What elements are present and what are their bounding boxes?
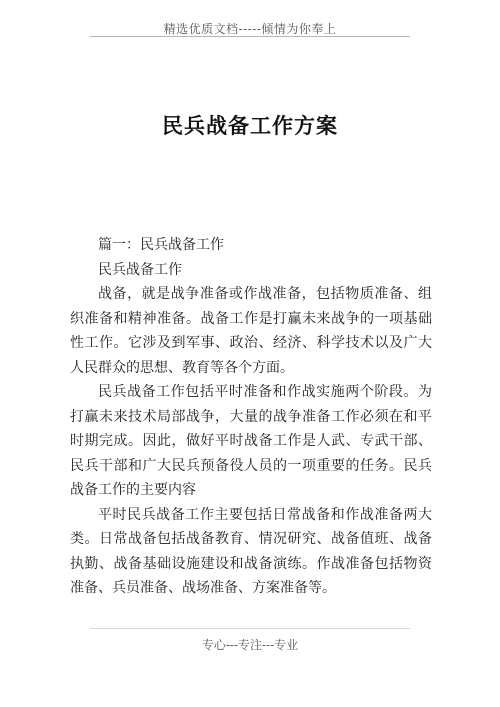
section-heading: 篇一：民兵战备工作 — [98, 237, 224, 253]
header-text: 精选优质文档-----倾情为你奉上 — [163, 22, 337, 36]
subsection-heading: 民兵战备工作 — [98, 261, 182, 278]
body-paragraph: 民兵战备工作包括平时准备和作战实施两个阶段。为打赢未来技术局部战争，大量的战争准备工作必须在和平时期完成。因此，做好平时战备工作是人武、专武干部、民兵干部和广大民兵预备役人员的一项重要的任务。民兵战备工作的主要内容 — [70, 384, 432, 498]
page-header — [0, 0, 500, 36]
header-divider — [90, 36, 410, 37]
page-footer — [0, 636, 500, 653]
document-title: 民兵战备工作方案 — [162, 114, 338, 138]
footer-text: 专心---专注---专业 — [201, 638, 299, 652]
document-body — [70, 233, 432, 601]
body-paragraph: 平时民兵战备工作主要包括日常战备和作战准备两大类。日常战备包括战备教育、情况研究、战备值班、战备执勤、战备基础设施建设和战备演练。作战准备包括物资准备、兵员准备、战场准备、方案准备等。 — [70, 506, 432, 596]
footer-divider — [90, 628, 410, 629]
body-paragraph: 战备，就是战争准备或作战准备，包括物质准备、组织准备和精神准备。战备工作是打赢未来战争的一项基础性工作。它涉及到军事、政治、经济、科学技术以及广大人民群众的思想、教育等各个方面。 — [70, 286, 432, 376]
